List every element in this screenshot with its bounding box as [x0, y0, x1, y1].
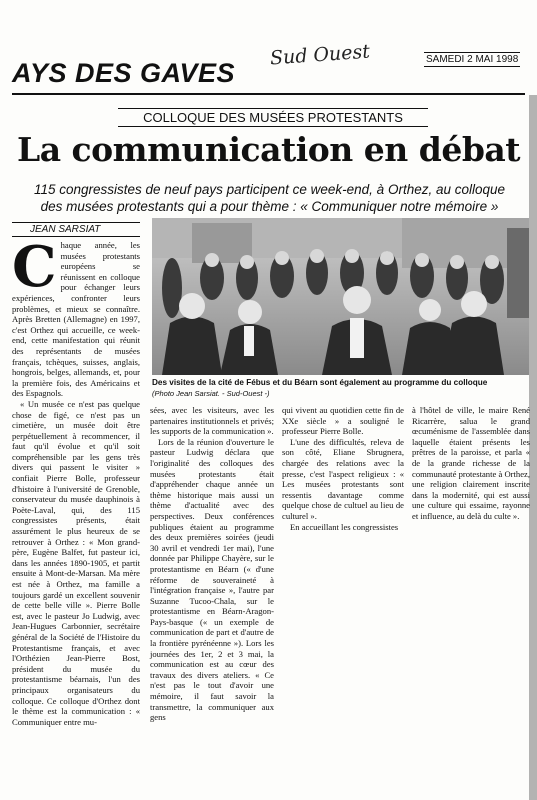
article-paragraph: L'une des difficultés, releva de son côté, Eliane Sbrugnera, chargée des relations avec la presse, c'est l'aspect religieux : « Les musées protestants sont ressentis davantage comme quelque chose de cultuel au lieu de culturel ».	[282, 436, 404, 521]
article-paragraph: « Un musée ce n'est pas quelque chose de figé, ce n'est pas un cimetière, un musée doit être perpétuellement à recommencer, il faut qu'il évolue et qu'il soit compréhensible par les gens très divers qui passent le visiter » confiait Pierre Bolle, professeur d'histoire à l'université de Grenoble, conservateur du musée dauphinois à Poète-Laval, qui, des 115 congressistes présents, était assurément le plus heureux de se retrouver à Orthez : « Mon grand-père, Eugène Balfet, fut pasteur ici, dans les années 1890-1905, et partit ensuite à Mont-de-Marsan. Ma mère est née à Orthez, ma famille a toujours gardé un excellent souvenir de cette belle ville ». Pierre Bolle est, avec le pasteur Jo Ludwig, avec Jean-Hugues Carbonnier, secrétaire général de la Société de l'Histoire du Protestantisme français, et avec l'Orthézien Jean-Pierre Bost, président du musée du protestantisme béarnais, l'un des principaux organisateurs du colloque. Ce colloque d'Orthez dont le thème est la communication : « Communiquer entre mu-	[12, 398, 140, 727]
article-paragraph: qui vivent au quotidien cette fin de XXe siècle » a souligné le professeur Pierre Bolle.	[282, 405, 404, 437]
page-edge-shadow	[529, 95, 537, 800]
kicker: COLLOQUE DES MUSÉES PROTESTANTS	[118, 108, 428, 127]
article-column-2	[150, 405, 274, 723]
article-column-1	[12, 234, 140, 727]
article-paragraph: Lors de la réunion d'ouverture le pasteur Ludwig déclara que l'originalité des colloques des musées protestants était d'appréhender chaque année un thème historique mais aussi un thème d'actualité avec des perspectives. Deux conférences publiques étaient au programme des deux premières soirées (jeudi 30 avril et vendredi 1er mai), l'une donnée par Philippe Chayère, sur le protestantisme en Béarn (« d'une réforme de souveraineté à l'intégration française », l'autre par Suzanne Tucoo-Chala, sur le protestantisme en Béarn-Aragon-Pays-basque (« un exemple de communication de part et d'autre de la frontière pyrénéenne »). Lors les journées des 1er, 2 et 3 mai, la communication est au cœur des travaux des divers ateliers. « Ce n'est pas le tout d'avoir une mémoire, il faut savoir la transmettre, la communiquer aux gens	[150, 436, 274, 723]
article-paragraph: haque année, les musées protestants européens se réunissent en colloque pour échanger leurs expériences, confronter leurs problèmes, et mieux se connaître. Après Bretten (Allemagne) en 1997, c'est Orthez qui accueille, ce week-end, cette manifestation qui réunit des représentants de musées français, tchèques, suisses, anglais, hongrois, belges, allemands, et, pour la première fois, des Américains et des Espagnols.	[12, 240, 140, 399]
group-photo	[152, 218, 529, 375]
headline: La communication en débat	[16, 130, 521, 169]
drop-cap: C	[12, 234, 57, 300]
article-paragraph: à l'hôtel de ville, le maire René Ricarrère, salua le grand œcuménisme de l'assemblée dans laquelle étaient présents les prêtres de la paroisse, et parla « de la grande richesse de la communauté protestante à Orthez, une religion clairement inscrite dans la modernité, qui est aussi une culture qui essaime, rayonne et influence, au delà du culte ».	[412, 405, 530, 521]
photo-caption: Des visites de la cité de Fébus et du Béarn sont également au programme du colloque	[152, 378, 488, 387]
date-line: SAMEDI 2 MAI 1998	[426, 54, 519, 65]
handwritten-source-note: Sud Ouest	[269, 40, 371, 70]
byline: JEAN SARSIAT	[12, 222, 140, 237]
masthead-rule	[12, 93, 525, 95]
article-paragraph: En accueillant les congressistes	[290, 521, 399, 532]
photo-credit: (Photo Jean Sarsiat. - Sud-Ouest -)	[152, 389, 270, 398]
article-column-3	[282, 405, 404, 532]
deck: 115 congressistes de neuf pays participent ce week-end, à Orthez, au colloque des musées protestants qui a pour thème : « Communiquer notre mémoire »	[33, 182, 506, 214]
article-column-4	[412, 405, 530, 522]
group-photo-image	[152, 218, 529, 375]
article-paragraph: sées, avec les visiteurs, avec les partenaires institutionnels et privés; les supports de la communication ».	[150, 405, 274, 437]
masthead: AYS DES GAVES	[12, 58, 236, 88]
